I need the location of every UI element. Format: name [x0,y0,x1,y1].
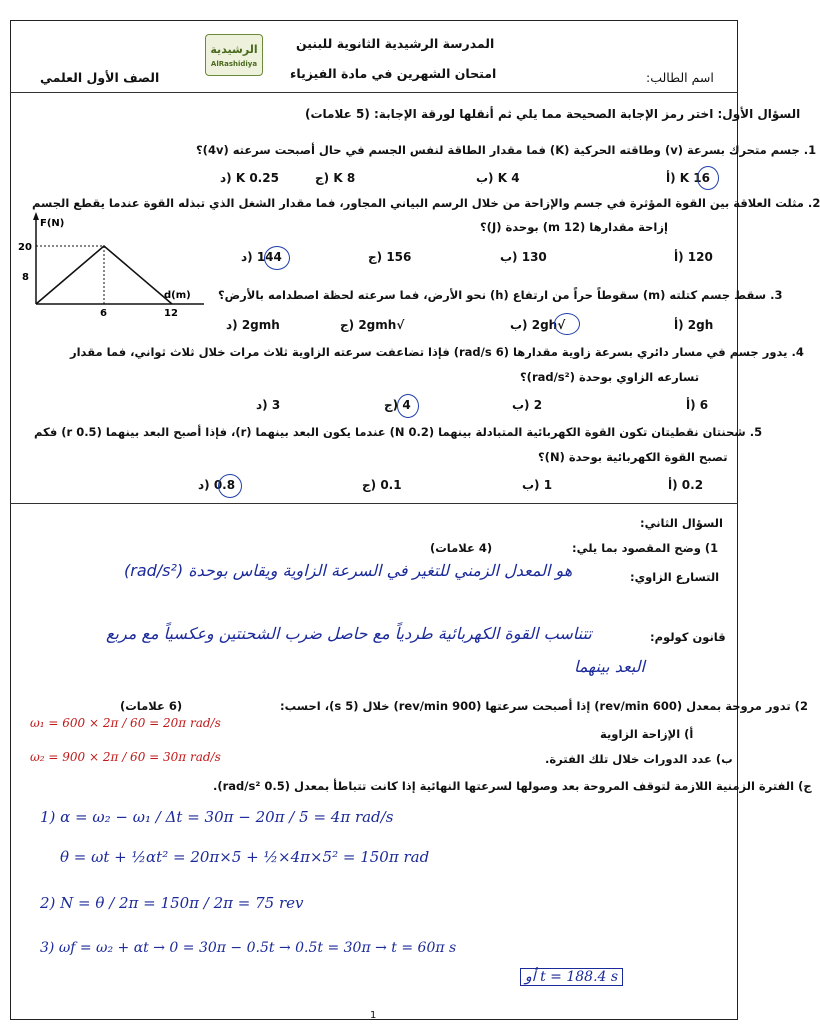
selected-answer-circle [697,166,719,190]
force-displacement-graph [14,208,210,320]
selected-answer-circle [397,394,419,418]
solution-stop-time-alt: أو t = 188.4 s [520,968,623,986]
q1-item1-option-d: 0.25 K (د [220,171,279,185]
q1-item4-text2: تسارعه الزاوي بوحدة (rad/s²)؟ [520,370,700,384]
solution-alpha: 1) α = ω₂ − ω₁ / Δt = 30π − 20π / 5 = 4π rad/s [40,808,394,826]
q1-item5-option-b: 1 (ب [522,478,553,492]
term-coulomb-law: قانون كولوم: [650,630,726,644]
q1-item5-option-a: 0.2 (أ [668,478,704,492]
q1-item1-text: 1. جسم متحرك بسرعة (v) وطاقته الحركية (K) فما مقدار الطاقة لنفس الجسم في حال أصبحت سرعته (4v)؟ [196,143,817,157]
answer-coulomb-law-line1: تتناسب القوة الكهربائية طردياً مع حاصل ضرب الشحنتين وعكسياً مع مربع [106,624,592,643]
selected-answer-circle [218,474,242,498]
q1-item5-option-c: 0.1 (ج [362,478,402,492]
q1-item3-text: 3. سقط جسم كتلته (m) سقوطاً حراً من ارتفاع (h) نحو الأرض، فما سرعته لحظة اصطدامه بالأرض؟ [218,288,783,302]
q1-item3-option-d: 2gmh (د [226,318,280,332]
q2-sub-a: أ) الإزاحة الزاوية [600,727,694,741]
header-divider [10,92,738,93]
school-name: المدرسة الرشيدية الثانوية للبنين [296,36,495,51]
logo-text: الرشيدية [210,43,258,56]
q1-item2-option-d: 144 (د [241,250,282,264]
solution-revolutions: 2) N = θ / 2π = 150π / 2π = 75 rev [40,894,304,912]
graph-y-tick-8: 8 [22,272,29,283]
q1-item2-option-b: 130 (ب [500,250,547,264]
answer-angular-acceleration: هو المعدل الزمني للتغير في السرعة الزاوية ويقاس بوحدة (rad/s²) [124,561,573,580]
q1-item3-option-c: √2gmh (ج [340,318,405,332]
q1-item5-text2: تصبح القوة الكهربائية بوحدة (N)؟ [538,450,728,464]
graph-x-tick-6: 6 [100,308,107,319]
selected-answer-circle [554,313,580,335]
q1-title: السؤال الأول: اختر رمز الإجابة الصحيحة مما يلي ثم أنقلها لورقة الإجابة: (5 علامات) [305,107,801,121]
q2-part2-marks: (6 علامات) [120,699,183,713]
selected-answer-circle [264,246,290,270]
q2-part1-label: 1) وضح المقصود بما يلي: [572,541,719,555]
q1-item4-option-a: 6 (أ [686,398,709,412]
q1-item2-option-a: 120 (أ [674,250,713,264]
q2-part2-text: 2) تدور مروحة بمعدل (600 rev/min) إذا أصبحت سرعتها (900 rev/min) خلال (5 s)، احسب: [280,699,808,713]
q1-item5-option-d: 0.8 (د [198,478,236,492]
q1-item2-text: 2. مثلت العلاقة بين القوة المؤثرة في جسم والإزاحة من خلال الرسم البياني المجاور، فما مقدار الشغل الذي تبذله القوة عندما يقطع الجسم [32,196,820,210]
graph-x-tick-12: 12 [164,308,178,319]
q1-item1-option-a: 16 K (أ [666,171,710,185]
q1-item2-text2: إزاحة مقدارها (12 m) بوحدة (J)؟ [480,220,668,234]
q1-item4-option-d: 3 (د [256,398,281,412]
q2-title: السؤال الثاني: [640,516,723,530]
q2-sub-b: ب) عدد الدورات خلال تلك الفترة. [545,752,733,766]
q1-item4-text: 4. يدور جسم في مسار دائري بسرعة زاوية مقدارها (6 rad/s) فإذا تضاعفت سرعته الزاوية ثلاث مرات خلال ثلاث ثواني، فما مقدار [70,345,804,359]
q1-item3-option-b: √2gh (ب [510,318,566,332]
student-name-label: اسم الطالب: [646,70,714,85]
q1-item1-option-c: 8 K (ج [315,171,356,185]
graph-x-label: d(m) [164,290,191,301]
omega1-conversion: ω₁ = 600 × 2π / 60 = 20π rad/s [30,716,221,730]
graph-y-tick-20: 20 [18,242,32,253]
term-angular-acceleration: التسارع الزاوي: [630,570,720,584]
q2-sub-c: ج) الفترة الزمنية اللازمة لتوقف المروحة بعد وصولها لسرعتها النهائية إذا كانت تتباطأ بمعدل (0.5 rad/s²). [213,779,812,793]
school-logo [205,34,263,76]
page-border [10,20,738,1020]
graph-y-arrow-icon [33,212,39,220]
q1-item1-option-b: 4 K (ب [476,171,520,185]
q1-item2-option-c: 156 (ج [368,250,412,264]
omega2-conversion: ω₂ = 900 × 2π / 60 = 30π rad/s [30,750,221,764]
q1-item4-option-b: 2 (ب [512,398,543,412]
solution-theta: θ = ωt + ½αt² = 20π×5 + ½×4π×5² = 150π rad [60,848,430,866]
q1-item3-option-a: 2gh (أ [674,318,714,332]
answer-coulomb-law-line2: البعد بينهما [574,657,645,676]
q1-item5-text: 5. شحنتان نقطيتان تكون القوة الكهربائية المتبادلة بينهما (0.2 N) عندما يكون البعد بينهما (r)، فإذا أصبح البعد بينهما (0.5 r) فكم [34,425,763,439]
q1-item4-option-c: 4 (ج [384,398,411,412]
page-number: 1 [370,1010,377,1021]
grade-label: الصف الأول العلمي [40,70,160,85]
logo-subtext: AlRashidiya [210,60,258,68]
q2-part1-marks: (4 علامات) [430,541,493,555]
exam-title: امتحان الشهرين في مادة الفيزياء [290,66,497,81]
graph-y-label: F(N) [40,218,65,229]
section-divider [10,503,738,504]
solution-stop-time: 3) ωf = ω₂ + αt → 0 = 30π − 0.5t → 0.5t = 30π → t = 60π s [40,940,457,956]
